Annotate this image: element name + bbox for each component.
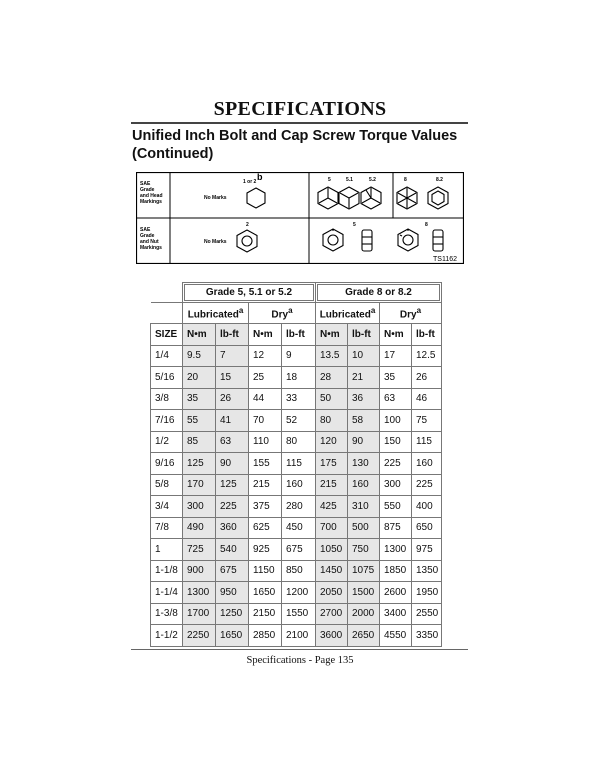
table-row xyxy=(151,517,442,539)
torque-cell: 1050 xyxy=(316,539,348,561)
head-label-l4: Markings xyxy=(140,199,162,205)
torque-cell: 950 xyxy=(216,582,249,604)
table-row xyxy=(151,560,442,582)
unit-column-header: lb-ft xyxy=(216,324,249,346)
torque-cell: 2250 xyxy=(183,625,216,647)
torque-cell: 215 xyxy=(316,474,348,496)
torque-cell: 120 xyxy=(316,431,348,453)
table-row xyxy=(151,367,442,389)
grade-8-2-label: 8.2 xyxy=(436,177,443,183)
torque-cell: 90 xyxy=(348,431,380,453)
torque-cell: 900 xyxy=(183,560,216,582)
torque-cell: 675 xyxy=(216,560,249,582)
torque-cell: 7 xyxy=(216,345,249,367)
torque-cell: 17 xyxy=(380,345,412,367)
torque-cell: 20 xyxy=(183,367,216,389)
torque-cell: 310 xyxy=(348,496,380,518)
torque-cell: 2650 xyxy=(348,625,380,647)
torque-cell: 26 xyxy=(216,388,249,410)
dry-header: Dry$^a$ xyxy=(380,303,442,324)
torque-cell: 1300 xyxy=(183,582,216,604)
grade-5-2-label: 5.2 xyxy=(369,177,376,183)
grade-5-1-label: 5.1 xyxy=(346,177,353,183)
bolt-head-5-1-icon xyxy=(339,187,359,209)
torque-cell: 36 xyxy=(348,388,380,410)
grade-8-header xyxy=(316,283,442,303)
size-cell: 5/8 xyxy=(151,474,183,496)
nut-label-l3: and Nut xyxy=(140,239,159,245)
torque-cell: 1300 xyxy=(380,539,412,561)
torque-cell: 500 xyxy=(348,517,380,539)
footer-rule xyxy=(131,649,468,650)
torque-cell: 12 xyxy=(249,345,282,367)
unit-column-header: lb-ft xyxy=(348,324,380,346)
torque-cell: 160 xyxy=(348,474,380,496)
size-cell: 1-1/2 xyxy=(151,625,183,647)
torque-cell: 9.5 xyxy=(183,345,216,367)
torque-cell: 2600 xyxy=(380,582,412,604)
dry-header: Dry$^a$ xyxy=(249,303,316,324)
torque-cell: 28 xyxy=(316,367,348,389)
nut-grade-2-label: 2 xyxy=(246,222,249,228)
torque-cell: 44 xyxy=(249,388,282,410)
torque-cell: 1700 xyxy=(183,603,216,625)
size-cell: 3/4 xyxy=(151,496,183,518)
size-cell: 1/2 xyxy=(151,431,183,453)
size-cell: 1-3/8 xyxy=(151,603,183,625)
torque-cell: 18 xyxy=(282,367,316,389)
torque-cell: 2000 xyxy=(348,603,380,625)
torque-cell: 875 xyxy=(380,517,412,539)
torque-cell: 725 xyxy=(183,539,216,561)
head-label-l1: SAE xyxy=(140,181,151,187)
torque-cell: 3600 xyxy=(316,625,348,647)
head-label-l2: Grade xyxy=(140,187,155,193)
sae-markings-figure xyxy=(136,172,464,264)
grade-8-header-label: Grade 8 or 8.2 xyxy=(317,284,440,301)
size-cell: 3/8 xyxy=(151,388,183,410)
torque-cell: 490 xyxy=(183,517,216,539)
table-row xyxy=(151,345,442,367)
torque-cell: 625 xyxy=(249,517,282,539)
size-column-header: SIZE xyxy=(151,324,183,346)
torque-cell: 550 xyxy=(380,496,412,518)
bolt-head-8-icon xyxy=(397,187,417,209)
section-title: Unified Inch Bolt and Cap Screw Torque Values (Continued) xyxy=(132,128,458,162)
torque-cell: 1450 xyxy=(316,560,348,582)
table-row xyxy=(151,603,442,625)
torque-cell: 170 xyxy=(183,474,216,496)
torque-cell: 1150 xyxy=(249,560,282,582)
size-cell: 1-1/4 xyxy=(151,582,183,604)
torque-cell: 70 xyxy=(249,410,282,432)
nut-markings-label xyxy=(140,227,162,251)
torque-cell: 975 xyxy=(412,539,442,561)
torque-cell: 1550 xyxy=(282,603,316,625)
torque-cell: 2050 xyxy=(316,582,348,604)
column-header-row xyxy=(151,324,442,346)
nut-label-l4: Markings xyxy=(140,245,162,251)
torque-cell: 700 xyxy=(316,517,348,539)
torque-cell: 650 xyxy=(412,517,442,539)
unit-column-header: N•m xyxy=(316,324,348,346)
grade-1-2-label: 1 or 2 xyxy=(243,179,257,185)
page-footer: Specifications - Page 135 xyxy=(246,655,354,666)
size-cell: 5/16 xyxy=(151,367,183,389)
torque-cell: 540 xyxy=(216,539,249,561)
table-body xyxy=(151,345,442,646)
lubricated-header: Lubricated$^a$ xyxy=(316,303,380,324)
torque-cell: 225 xyxy=(380,453,412,475)
torque-cell: 1250 xyxy=(216,603,249,625)
torque-cell: 1350 xyxy=(412,560,442,582)
torque-cell: 225 xyxy=(216,496,249,518)
torque-cell: 35 xyxy=(380,367,412,389)
size-cell: 1/4 xyxy=(151,345,183,367)
page-title: SPECIFICATIONS xyxy=(213,98,387,120)
torque-cell: 125 xyxy=(216,474,249,496)
torque-cell: 50 xyxy=(316,388,348,410)
bolt-head-5-icon xyxy=(318,187,338,209)
torque-cell: 85 xyxy=(183,431,216,453)
torque-cell: 80 xyxy=(282,431,316,453)
nut-grade-8-icon xyxy=(398,229,443,251)
grade-footnote-b: b xyxy=(257,172,263,182)
torque-cell: 3350 xyxy=(412,625,442,647)
torque-cell: 1075 xyxy=(348,560,380,582)
header-rule xyxy=(131,122,468,124)
torque-cell: 46 xyxy=(412,388,442,410)
grade-header-row xyxy=(151,283,442,303)
torque-cell: 9 xyxy=(282,345,316,367)
torque-cell: 125 xyxy=(183,453,216,475)
bolt-head-1-2-icon xyxy=(247,188,265,208)
grade-5-header xyxy=(183,283,316,303)
torque-cell: 280 xyxy=(282,496,316,518)
table-row xyxy=(151,431,442,453)
torque-cell: 215 xyxy=(249,474,282,496)
torque-cell: 25 xyxy=(249,367,282,389)
torque-cell: 52 xyxy=(282,410,316,432)
torque-cell: 1950 xyxy=(412,582,442,604)
table-row xyxy=(151,539,442,561)
table-row xyxy=(151,496,442,518)
head-label-l3: and Head xyxy=(140,193,163,199)
torque-cell: 1500 xyxy=(348,582,380,604)
torque-cell: 2850 xyxy=(249,625,282,647)
torque-table xyxy=(150,282,442,647)
torque-cell: 63 xyxy=(380,388,412,410)
torque-cell: 33 xyxy=(282,388,316,410)
grade-8-label: 8 xyxy=(404,177,407,183)
bolt-head-8-2-icon xyxy=(428,187,448,209)
torque-cell: 35 xyxy=(183,388,216,410)
torque-cell: 1200 xyxy=(282,582,316,604)
lubricated-header: Lubricated$^a$ xyxy=(183,303,249,324)
torque-cell: 1650 xyxy=(216,625,249,647)
torque-cell: 225 xyxy=(412,474,442,496)
torque-cell: 150 xyxy=(380,431,412,453)
unit-column-header: lb-ft xyxy=(412,324,442,346)
torque-cell: 100 xyxy=(380,410,412,432)
table-row xyxy=(151,410,442,432)
nut-grade-2-icon xyxy=(237,230,257,252)
unit-column-header: N•m xyxy=(380,324,412,346)
torque-cell: 450 xyxy=(282,517,316,539)
torque-cell: 175 xyxy=(316,453,348,475)
torque-cell: 3400 xyxy=(380,603,412,625)
table-row xyxy=(151,474,442,496)
table-row xyxy=(151,388,442,410)
type-header-row xyxy=(151,303,442,324)
torque-cell: 1650 xyxy=(249,582,282,604)
torque-cell: 425 xyxy=(316,496,348,518)
torque-cell: 130 xyxy=(348,453,380,475)
torque-cell: 925 xyxy=(249,539,282,561)
figure-id: TS1162 xyxy=(433,256,457,263)
head-markings-label xyxy=(140,181,164,205)
head-no-marks: No Marks xyxy=(204,195,227,201)
torque-cell: 21 xyxy=(348,367,380,389)
table-row xyxy=(151,582,442,604)
unit-column-header: N•m xyxy=(249,324,282,346)
table-row xyxy=(151,625,442,647)
torque-cell: 10 xyxy=(348,345,380,367)
torque-cell: 2700 xyxy=(316,603,348,625)
grade-5-label: 5 xyxy=(328,177,331,183)
torque-cell: 75 xyxy=(412,410,442,432)
size-cell: 1 xyxy=(151,539,183,561)
torque-cell: 12.5 xyxy=(412,345,442,367)
size-cell: 7/8 xyxy=(151,517,183,539)
torque-cell: 750 xyxy=(348,539,380,561)
nut-grade-5-label: 5 xyxy=(353,222,356,228)
table-row xyxy=(151,453,442,475)
nut-grade-5-icon xyxy=(323,229,372,251)
unit-column-header: N•m xyxy=(183,324,216,346)
torque-cell: 400 xyxy=(412,496,442,518)
nut-no-marks: No Marks xyxy=(204,239,227,245)
torque-cell: 850 xyxy=(282,560,316,582)
torque-cell: 2550 xyxy=(412,603,442,625)
torque-cell: 4550 xyxy=(380,625,412,647)
nut-label-l2: Grade xyxy=(140,233,155,239)
size-cell: 9/16 xyxy=(151,453,183,475)
torque-cell: 2150 xyxy=(249,603,282,625)
torque-cell: 63 xyxy=(216,431,249,453)
torque-cell: 360 xyxy=(216,517,249,539)
torque-cell: 13.5 xyxy=(316,345,348,367)
torque-cell: 26 xyxy=(412,367,442,389)
torque-cell: 115 xyxy=(412,431,442,453)
torque-cell: 15 xyxy=(216,367,249,389)
torque-cell: 160 xyxy=(412,453,442,475)
torque-cell: 300 xyxy=(380,474,412,496)
size-cell: 7/16 xyxy=(151,410,183,432)
grade-5-header-label: Grade 5, 5.1 or 5.2 xyxy=(184,284,314,301)
torque-cell: 675 xyxy=(282,539,316,561)
torque-cell: 1850 xyxy=(380,560,412,582)
torque-cell: 110 xyxy=(249,431,282,453)
nut-grade-8-label: 8 xyxy=(425,222,428,228)
bolt-head-5-2-icon xyxy=(361,187,381,209)
torque-cell: 58 xyxy=(348,410,380,432)
torque-cell: 2100 xyxy=(282,625,316,647)
torque-cell: 155 xyxy=(249,453,282,475)
torque-cell: 80 xyxy=(316,410,348,432)
torque-cell: 41 xyxy=(216,410,249,432)
torque-cell: 160 xyxy=(282,474,316,496)
torque-cell: 375 xyxy=(249,496,282,518)
torque-cell: 300 xyxy=(183,496,216,518)
unit-column-header: lb-ft xyxy=(282,324,316,346)
torque-cell: 55 xyxy=(183,410,216,432)
nut-label-l1: SAE xyxy=(140,227,151,233)
size-cell: 1-1/8 xyxy=(151,560,183,582)
torque-cell: 90 xyxy=(216,453,249,475)
torque-cell: 115 xyxy=(282,453,316,475)
